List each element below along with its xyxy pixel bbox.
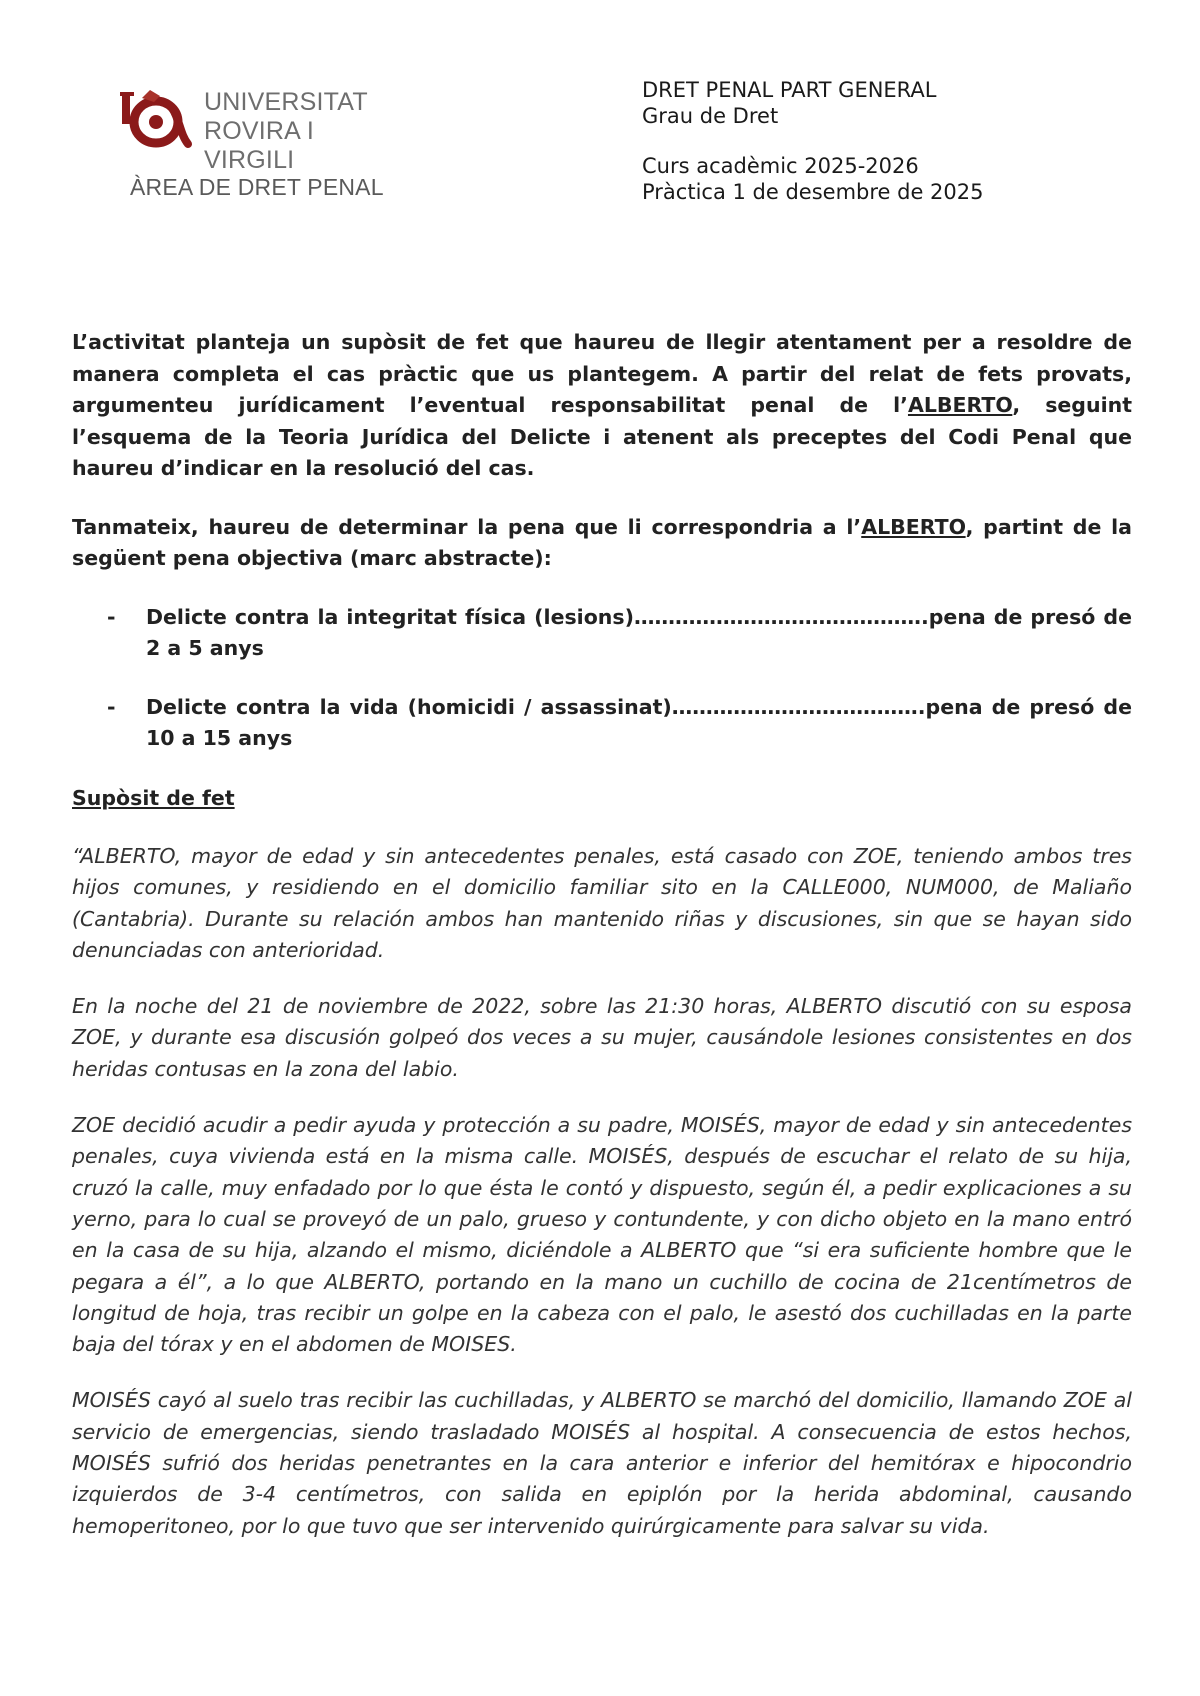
facts-heading: Supòsit de fet [72, 785, 235, 810]
facts-paragraph: MOISÉS cayó al suelo tras recibir las cuchilladas, y ALBERTO se marchó del domicilio, llamando ZOE al servicio de emergencias, siendo trasladado MOISÉS al hospital. A consecuencia de estos hechos, MOISÉS sufrió dos heridas penetrantes en la cara anterior e inferior del hemitórax e hipocondrio izquierdos de 3-4 centímetros, con salida en epiplón por la herida abdominal, causando hemoperitoneo, por lo que tuvo que ser intervenido quirúrgicamente para salvar su vida. [72, 1388, 1132, 1538]
bullet-dash: - [107, 694, 116, 719]
course-header [642, 77, 1040, 205]
defendant-name: ALBERTO [907, 393, 1013, 417]
penalty-list [72, 602, 1132, 755]
list-item: - Delicte contra la vida (homicidi / assassinat)……………………………….pena de presó de 10 a 15 anys [72, 692, 1132, 755]
university-name [204, 88, 410, 175]
academic-year: Curs acadèmic 2025-2026 [642, 154, 919, 178]
document-body [72, 327, 1132, 1542]
university-name-line2: ROVIRA I VIRGILI [204, 117, 314, 174]
bullet-dash: - [107, 604, 116, 629]
instructions-paragraph-2: Tanmateix, haureu de determinar la pena que li correspondria a l’ALBERTO, partint de la següent pena objectiva (marc abstracte): [72, 514, 1132, 570]
defendant-name: ALBERTO [861, 514, 966, 539]
urv-emblem-icon [120, 88, 196, 150]
instructions-paragraph-1: L’activitat planteja un supòsit de fet que haureu de llegir atentament per a resoldre de manera completa el cas pràctic que us plantegem. A partir del relat de fets provats, argumenteu jurídicament l’eventual responsabilitat penal de l’ALBERTO, seguint l’esquema de la Teoria Jurídica del Delicte i atenent als preceptes del Codi Penal que haureu d’indicar en la resolució del cas. [72, 330, 1132, 480]
facts-section [72, 841, 1132, 1542]
area-title: ÀREA DE DRET PENAL [130, 174, 384, 200]
university-name-line1: UNIVERSITAT [204, 88, 368, 116]
facts-paragraph: ZOE decidió acudir a pedir ayuda y protección a su padre, MOISÉS, mayor de edad y sin antecedentes penales, cuya vivienda está en la misma calle. MOISÉS, después de escuchar el relato de su hija, cruzó la calle, muy enfadado por lo que ésta le contó y dispuesto, según él, a pedir explicaciones a su yerno, para lo cual se proveyó de un palo, grueso y contundente, y con dicho objeto en la mano entró en la casa de su hija, alzando el mismo, diciéndole a ALBERTO que “si era suficiente hombre que le pegara a él”, a lo que ALBERTO, portando en la mano un cuchillo de cocina de 21centímetros de longitud de hoja, tras recibir un golpe en la cabeza con el palo, le asestó dos cuchilladas en la parte baja del tórax y en el abdomen de MOISES. [72, 1113, 1132, 1357]
practice-date: Pràctica 1 de desembre de 2025 [642, 180, 984, 204]
university-logo [120, 86, 410, 174]
list-item: - Delicte contra la integritat física (lesions)…………………………………….pena de presó de 2 a 5 anys [72, 602, 1132, 665]
facts-paragraph: En la noche del 21 de noviembre de 2022, sobre las 21:30 horas, ALBERTO discutió con su esposa ZOE, y durante esa discusión golpeó dos veces a su mujer, causándole lesiones consistentes en dos heridas contusas en la zona del labio. [72, 994, 1132, 1081]
instructions [72, 327, 1132, 575]
course-title: DRET PENAL PART GENERAL [642, 78, 937, 102]
facts-paragraph: “ALBERTO, mayor de edad y sin antecedentes penales, está casado con ZOE, teniendo ambos tres hijos comunes, y residiendo en el domicilio familiar sito en la CALLE000, NUM000, de Maliaño (Cantabria). Durante su relación ambos han mantenido riñas y discusiones, sin que se hayan sido denunciadas con anterioridad. [72, 844, 1132, 962]
degree-name: Grau de Dret [642, 104, 779, 128]
